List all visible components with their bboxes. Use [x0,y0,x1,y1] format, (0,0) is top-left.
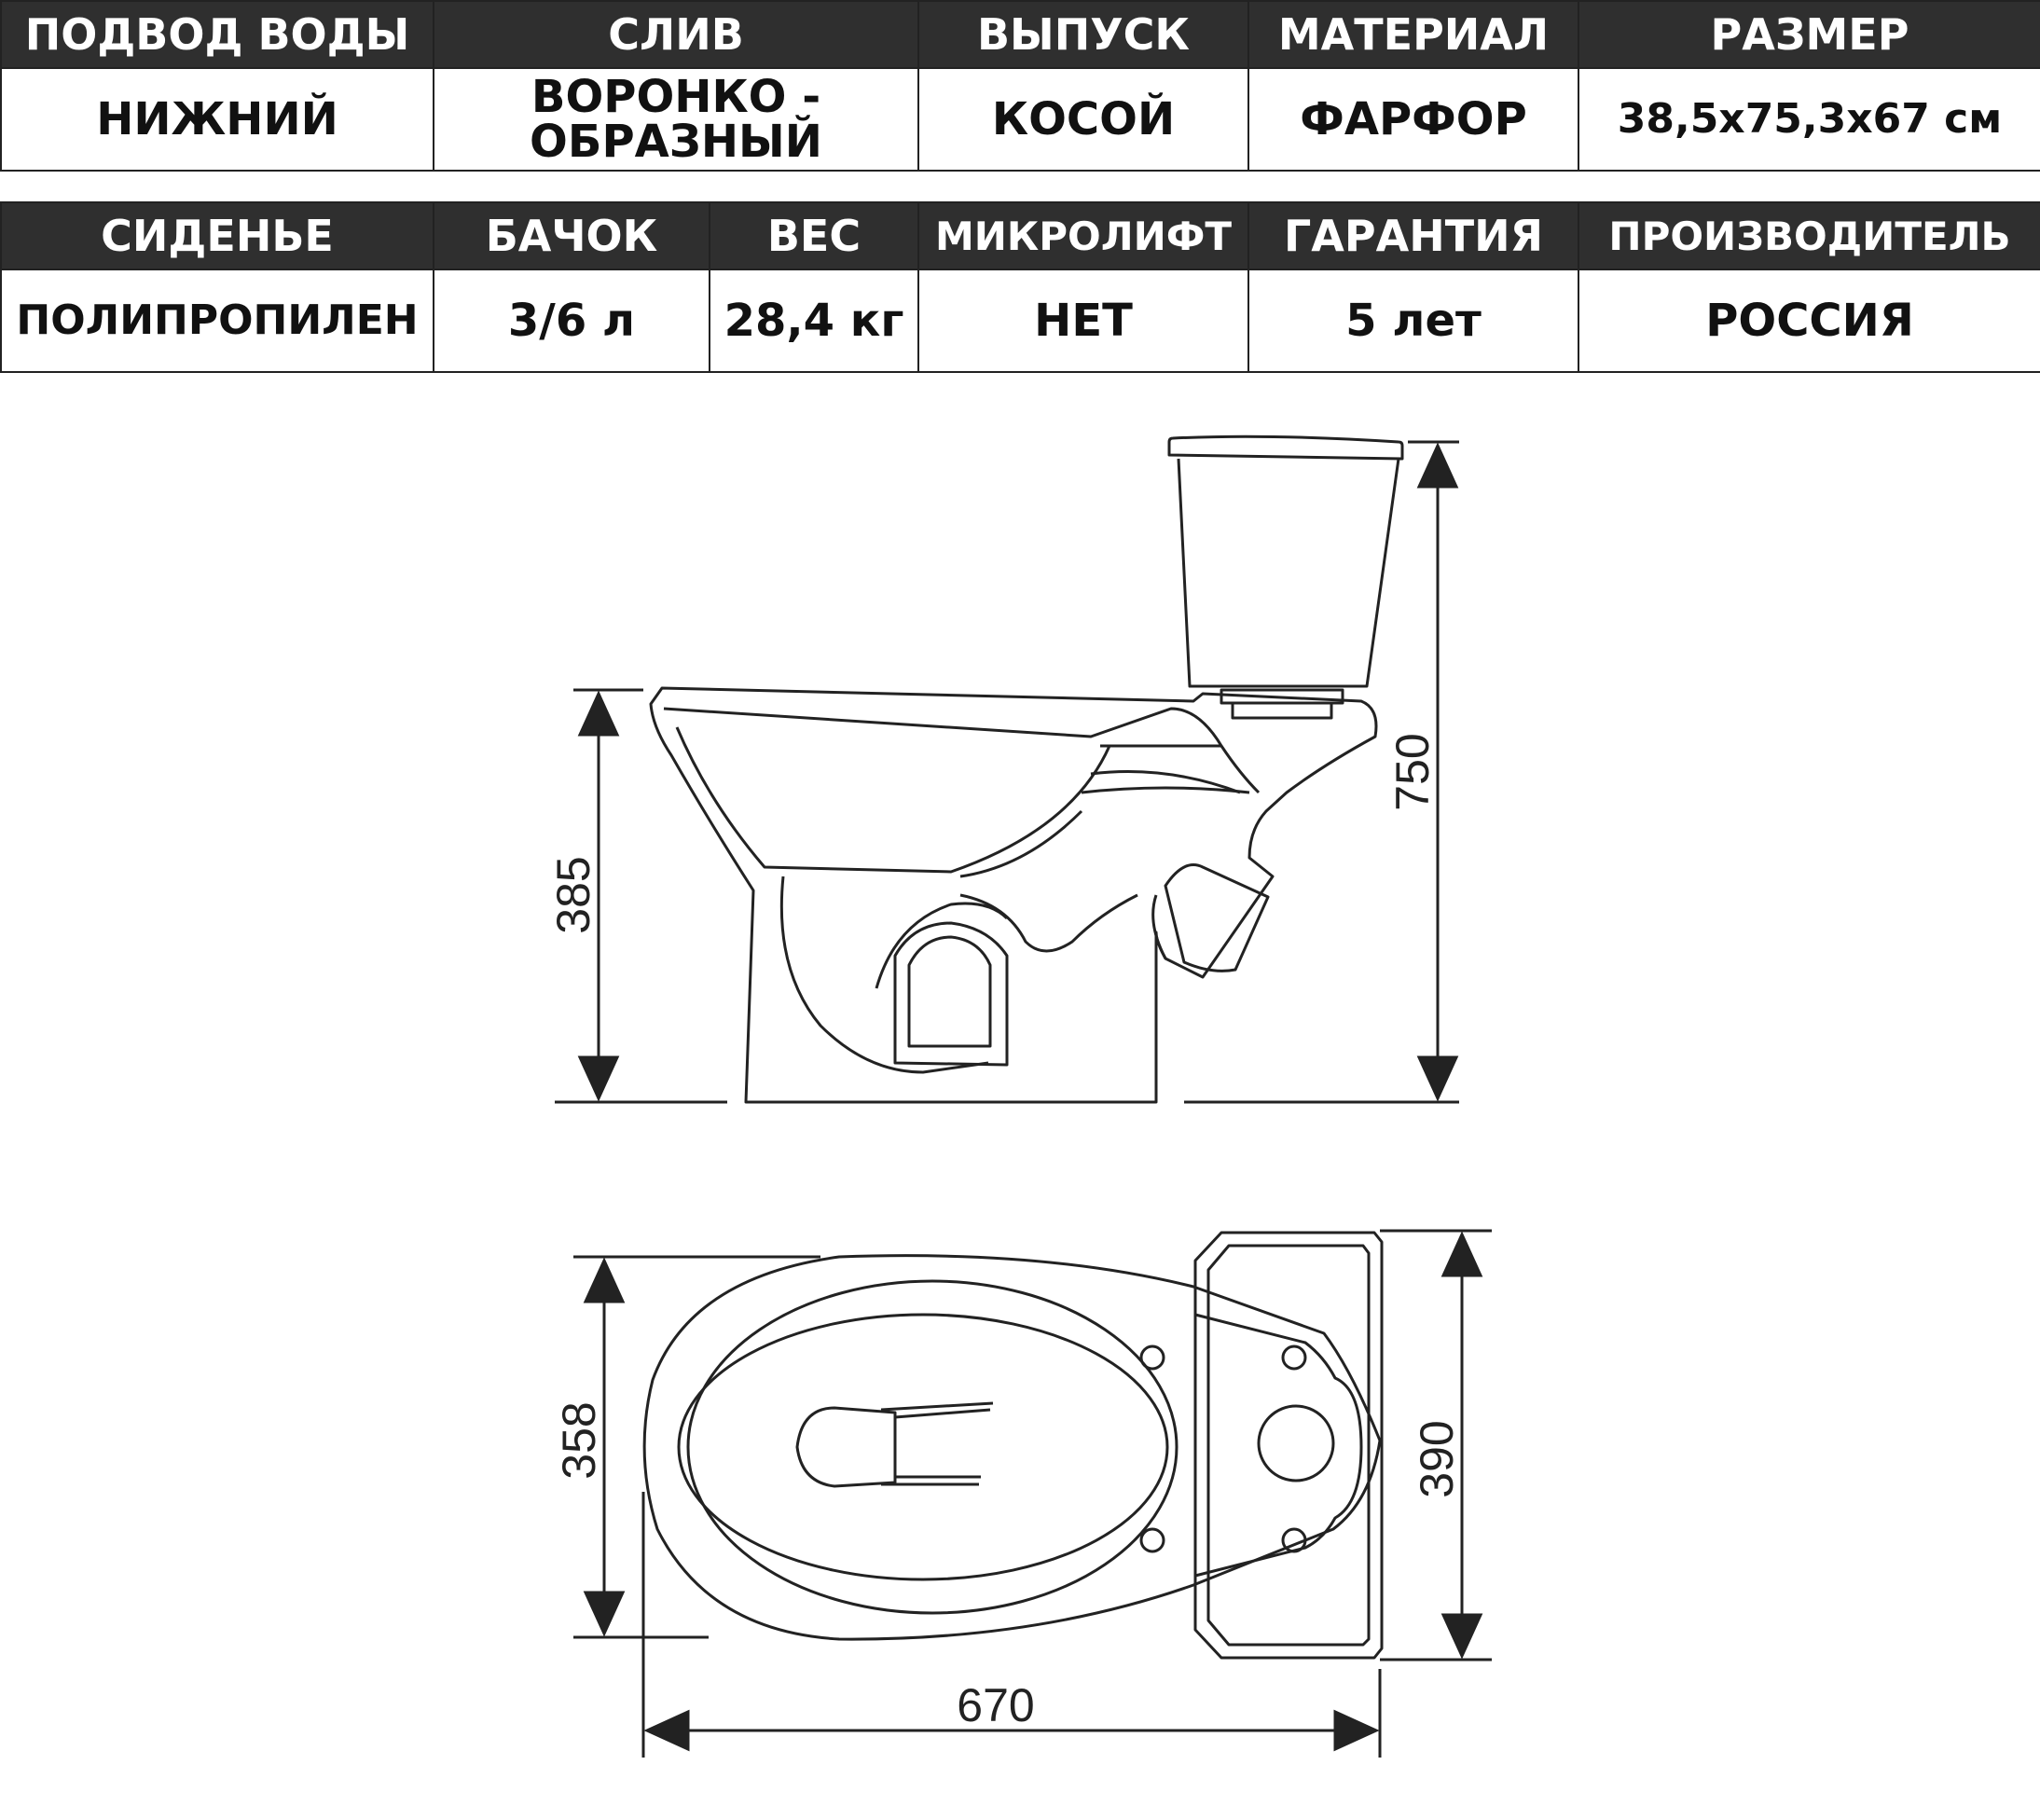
mounting-hole [1141,1529,1164,1551]
header-water-supply: ПОДВОД ВОДЫ [1,1,434,68]
value-warranty: 5 лет [1248,269,1578,372]
value-outlet: КОСОЙ [918,68,1248,171]
value-water-supply: НИЖНИЙ [1,68,434,171]
header-microlift: МИКРОЛИФТ [918,202,1248,269]
header-drain: СЛИВ [434,1,918,68]
arrow-right-icon [1335,1712,1376,1749]
header-warranty: ГАРАНТИЯ [1248,202,1578,269]
header-outlet: ВЫПУСК [918,1,1248,68]
flush-valve [1259,1406,1333,1481]
header-size: РАЗМЕР [1578,1,2040,68]
arrow-up-icon [586,1261,623,1302]
dimension-marks [573,442,1492,1758]
dim-750-label: 750 [1386,733,1439,811]
value-microlift: НЕТ [918,269,1248,372]
arrow-down-icon [1419,1057,1456,1098]
bowl-rim [688,1281,1177,1613]
value-drain: ВОРОНКО - ОБРАЗНЫЙ [434,68,918,171]
side-view [555,436,1459,1102]
header-weight: ВЕС [710,202,918,269]
value-material: ФАРФОР [1248,68,1578,171]
arrow-up-icon [1419,446,1456,487]
tank [1169,436,1402,718]
drain-hole [797,1408,895,1486]
arrow-down-icon [580,1057,617,1098]
dim-385-label: 385 [547,856,600,934]
header-seat: СИДЕНЬЕ [1,202,434,269]
value-size: 38,5х75,3х67 см [1578,68,2040,171]
dim-670-label: 670 [957,1679,1035,1731]
value-manufacturer: РОССИЯ [1578,269,2040,372]
top-view [644,1233,1382,1658]
arrow-down-icon [1443,1615,1481,1656]
header-material: МАТЕРИАЛ [1248,1,1578,68]
bowl-outline [644,1256,1380,1639]
dim-390-label: 390 [1411,1420,1463,1498]
value-seat: ПОЛИПРОПИЛЕН [1,269,434,372]
value-weight: 28,4 кг [710,269,918,372]
toilet-bowl [651,688,1376,1102]
arrow-down-icon [586,1592,623,1634]
header-tank: БАЧОК [434,202,710,269]
arrow-up-icon [580,694,617,735]
dim-358-label: 358 [553,1401,605,1480]
header-manufacturer: ПРОИЗВОДИТЕЛЬ [1578,202,2040,269]
arrow-left-icon [647,1712,688,1749]
mounting-hole [1141,1346,1164,1369]
mounting-hole [1283,1346,1305,1369]
value-tank: 3/6 л [434,269,710,372]
arrow-up-icon [1443,1234,1481,1275]
